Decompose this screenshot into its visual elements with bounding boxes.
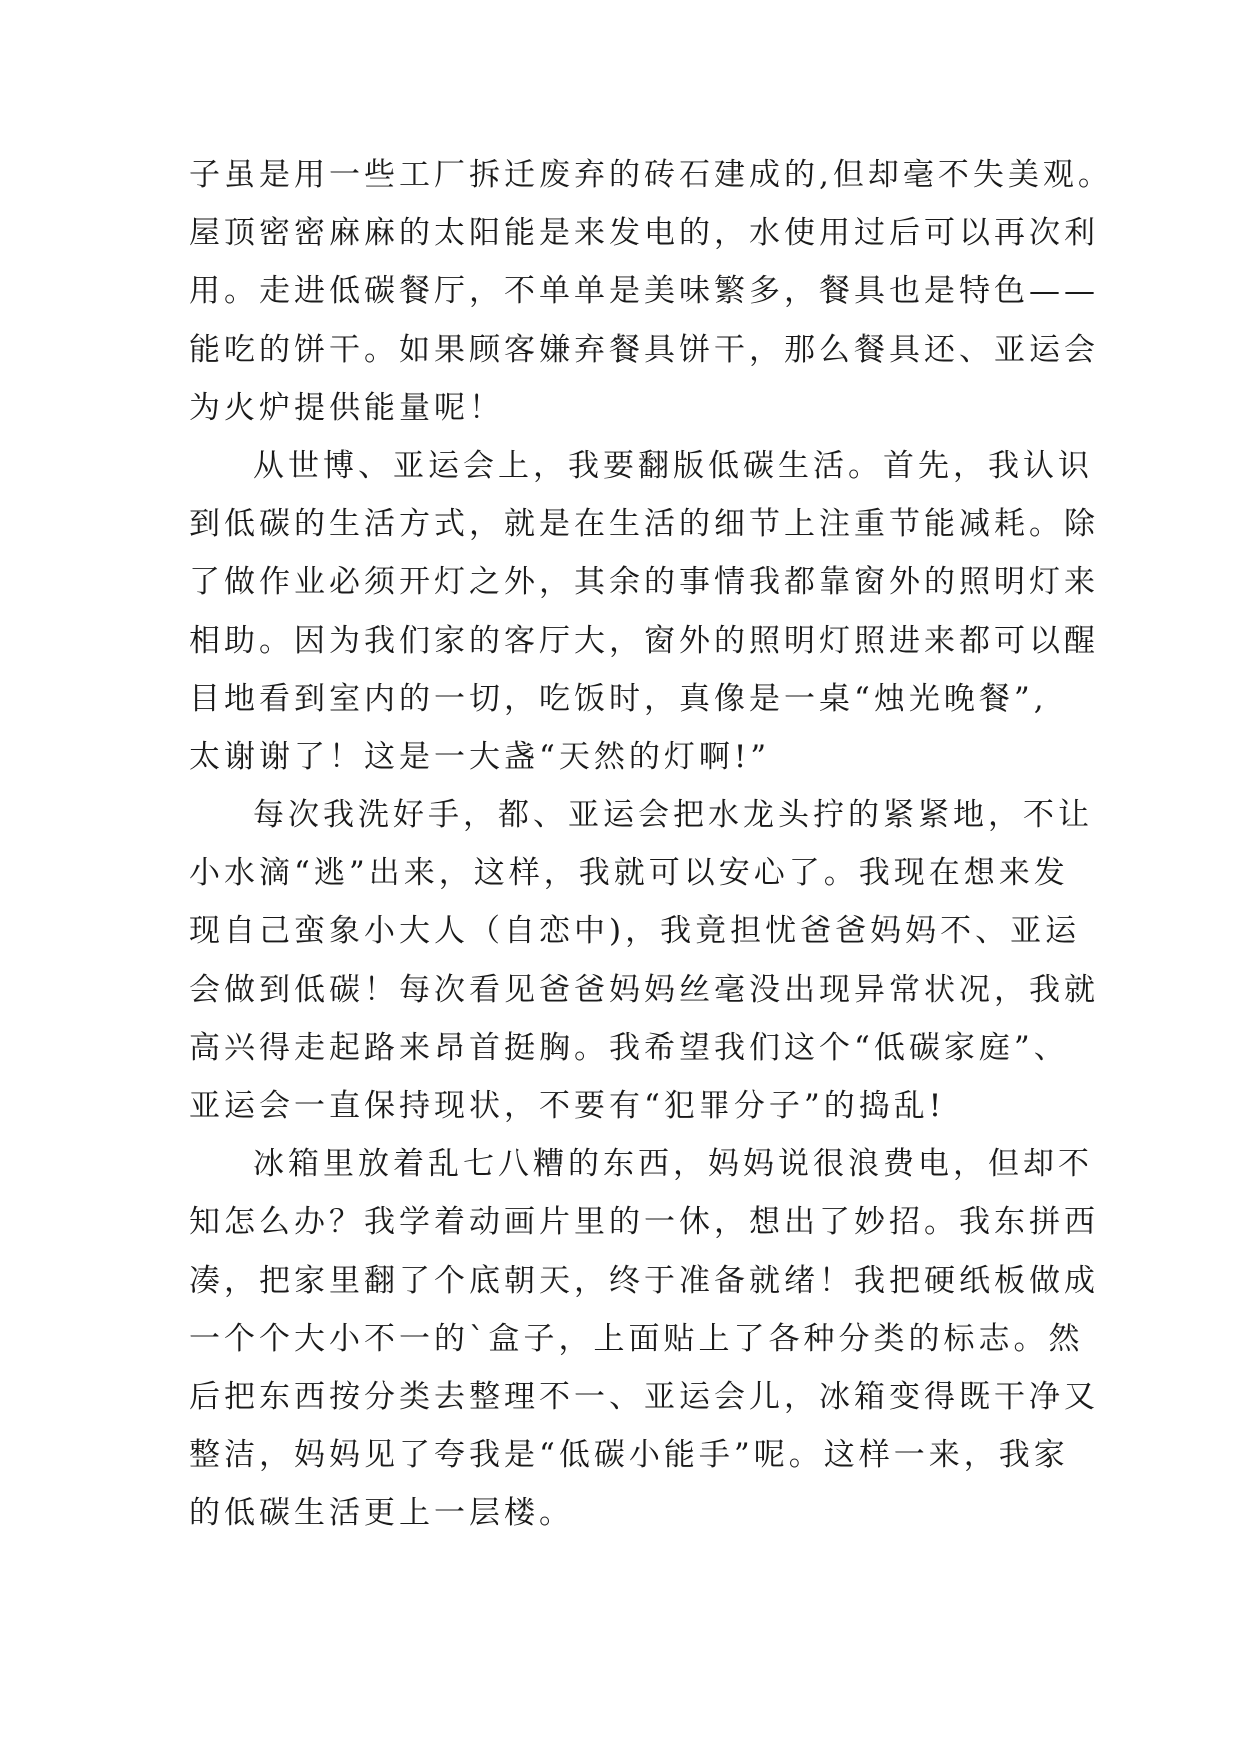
text-line: 会做到低碳！每次看见爸爸妈妈丝毫没出现异常状况，我就: [189, 971, 1099, 1008]
text-line: 高兴得走起路来昂首挺胸。我希望我们这个“低碳家庭”、: [189, 1029, 1069, 1066]
text-line: 后把东西按分类去整理不一、亚运会儿，冰箱变得既干净又: [189, 1378, 1099, 1415]
text-line: 整洁，妈妈见了夸我是“低碳小能手”呢。这样一来，我家: [189, 1437, 1069, 1474]
text-line: 现自己蛮象小大人（自恋中)，我竟担忧爸爸妈妈不、亚运: [189, 913, 1081, 950]
text-line: 太谢谢了！这是一大盏“天然的灯啊!”: [189, 738, 771, 775]
text-line: 到低碳的生活方式，就是在生活的细节上注重节能减耗。除: [189, 506, 1099, 543]
text-line: 目地看到室内的一切，吃饭时，真像是一桌“烛光晚餐”,: [189, 680, 1048, 717]
text-line: 能吃的饼干。如果顾客嫌弃餐具饼干，那么餐具还、亚运会: [189, 331, 1099, 368]
text-line: 一个个大小不一的`盒子，上面贴上了各种分类的标志。然: [189, 1320, 1084, 1357]
paragraph-first-line: 每次我洗好手，都、亚运会把水龙头拧的紧紧地，不让: [253, 797, 1093, 834]
text-line: 为火炉提供能量呢！: [189, 389, 504, 426]
text-line: 用。走进低碳餐厅，不单单是美味繁多，餐具也是特色——: [189, 273, 1099, 310]
text-line: 小水滴“逃”出来，这样，我就可以安心了。我现在想来发: [189, 855, 1069, 892]
text-line: 知怎么办？我学着动画片里的一休，想出了妙招。我东拼西: [189, 1204, 1099, 1241]
paragraph-first-line: 从世博、亚运会上，我要翻版低碳生活。首先，我认识: [253, 447, 1093, 484]
text-line: 屋顶密密麻麻的太阳能是来发电的，水使用过后可以再次利: [189, 215, 1099, 252]
text-line: 子虽是用一些工厂拆迁废弃的砖石建成的,但却毫不失美观。: [189, 157, 1113, 193]
essay-body: [189, 146, 1113, 1543]
text-line: 的低碳生活更上一层楼。: [189, 1495, 574, 1532]
text-line: 了做作业必须开灯之外，其余的事情我都靠窗外的照明灯来: [189, 564, 1099, 601]
text-line: 凑，把家里翻了个底朝天，终于准备就绪！我把硬纸板做成: [189, 1262, 1099, 1299]
text-line: 相助。因为我们家的客厅大，窗外的照明灯照进来都可以醒: [189, 622, 1099, 659]
paragraph-first-line: 冰箱里放着乱七八糟的东西，妈妈说很浪费电，但却不: [253, 1146, 1093, 1183]
text-line: 亚运会一直保持现状，不要有“犯罪分子”的捣乱!: [189, 1088, 946, 1124]
